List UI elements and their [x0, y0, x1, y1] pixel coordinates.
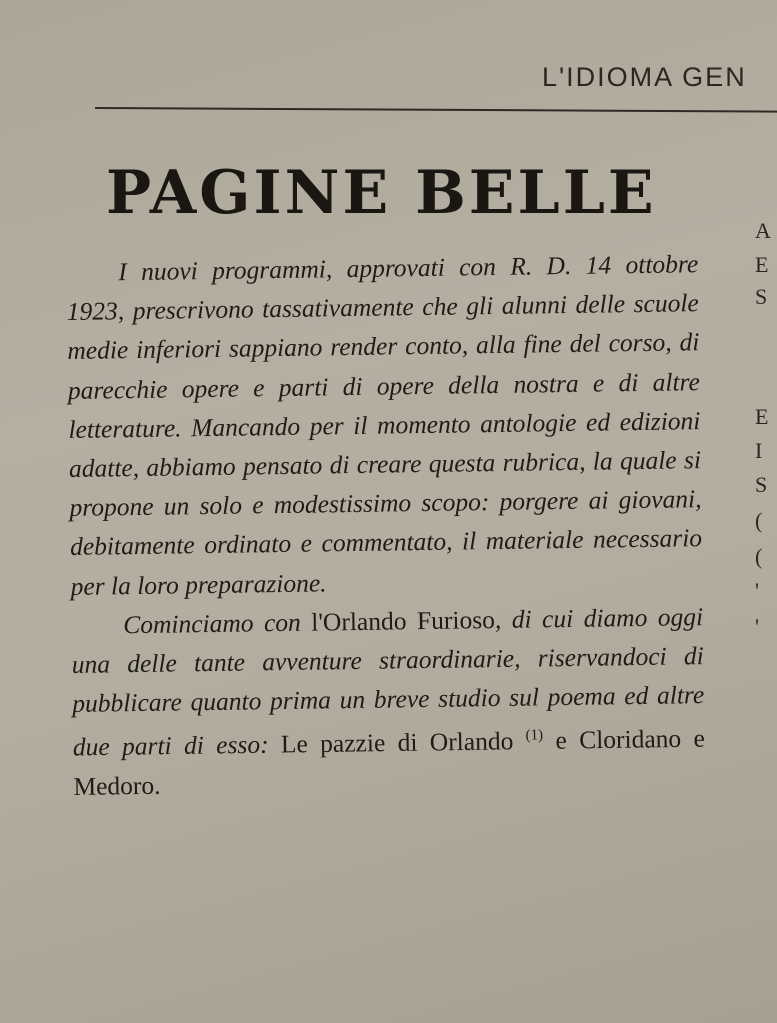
running-header: L'IDIOMA GEN [542, 62, 747, 92]
fragment-3: S [755, 284, 768, 309]
work-title-orlando-furioso: l'Orlando Furioso [311, 604, 496, 637]
footnote-marker: (1) [525, 727, 544, 745]
fragment-9: ' [755, 578, 759, 603]
fragment-5: I [755, 438, 763, 463]
fragment-8: ( [755, 544, 763, 569]
fragment-1: A [755, 218, 771, 243]
article-body [66, 244, 706, 806]
header-rule [95, 107, 777, 113]
fragment-4: E [755, 404, 769, 429]
article-title: PAGINE BELLE [106, 158, 657, 228]
fragment-10: ' [755, 614, 759, 639]
paragraph-orlando-a: Cominciamo con [122, 607, 312, 640]
fragment-7: ( [755, 508, 763, 533]
work-title-pazzie-orlando: Le pazzie di Orlando [280, 726, 514, 759]
fragment-6: S [755, 472, 768, 497]
fragment-2: E [755, 252, 769, 277]
work-title-cloridano-medoro: e Cloridano e Medoro. [73, 724, 706, 802]
paragraph-orlando-c: , di cui diamo oggi una delle tante avventure straordinarie, riservandoci di pubblicare quanto prima un breve studio sul poema ed altre due parti di esso: [71, 601, 705, 762]
paragraph-orlando [71, 597, 706, 806]
paragraph-intro: I nuovi programmi, approvati con R. D. 14 ottobre 1923, prescrivono tassativamente che gli alunni delle scuole medie inferiori sappiano render conto, alla fine del corso, di parecchie opere e parti di opere della nostra e di altre letterature. Mancando per il momento antologie ed edizioni adatte, abbiamo pensato di creare questa rubrica, la quale si propone un solo e modestissimo scopo: porgere ai giovani, debitamente ordinato e commentato, il materiale necessario per la loro preparazione. [66, 249, 703, 601]
